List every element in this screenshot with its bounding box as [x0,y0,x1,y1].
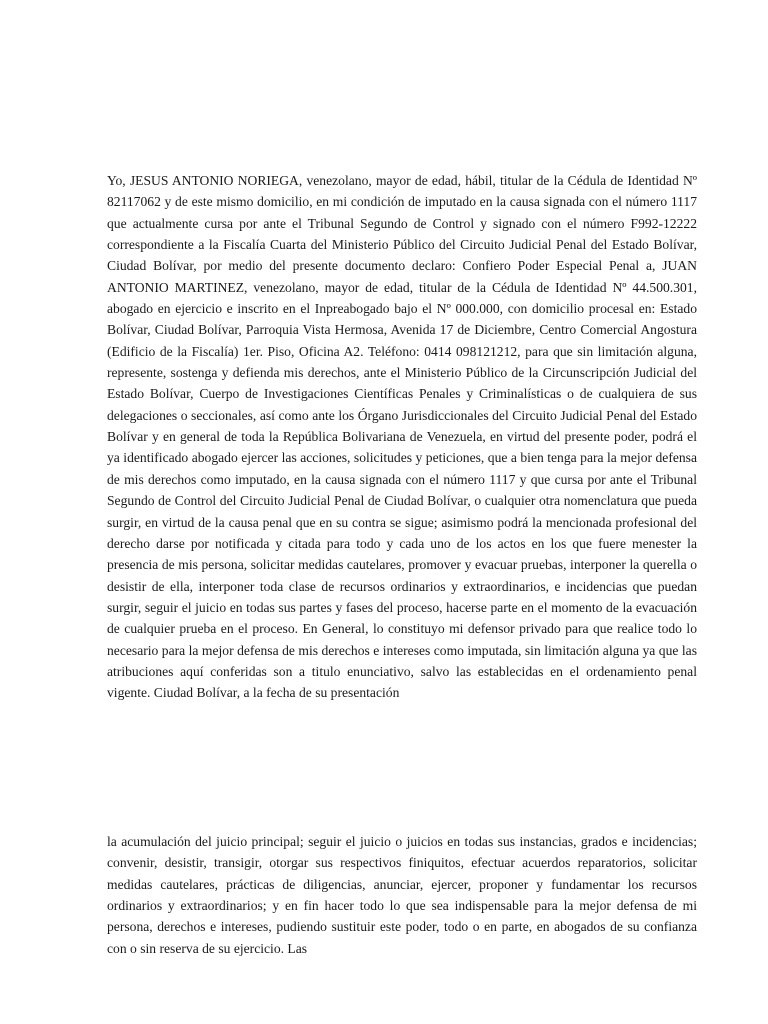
body-paragraph-continuation: la acumulación del juicio principal; seguir el juicio o juicios en todas sus instancias, grados e incidencias; convenir, desistir, transigir, otorgar sus respectivos finiquitos, efectuar acuerdos reparatorios, solicitar medidas cautelares, prácticas de diligencias, anunciar, ejercer, proponer y fundamentar los recursos ordinarios y extraordinarios; y en fin hacer todo lo que sea indispensable para la mejor defensa de mi persona, derechos e intereses, pudiendo sustituir este poder, todo o en parte, en abogados de su confianza con o sin reserva de su ejercicio. Las [107,834,697,956]
body-paragraph-power-of-attorney: Yo, JESUS ANTONIO NORIEGA, venezolano, mayor de edad, hábil, titular de la Cédula de Identidad Nº 82117062 y de este mismo domicilio, en mi condición de imputado en la causa signada con el número 1117 que actualmente cursa por ante el Tribunal Segundo de Control y signado con el número F992-12222 correspondiente a la Fiscalía Cuarta del Ministerio Público del Circuito Judicial Penal del Estado Bolívar, Ciudad Bolívar, por medio del presente documento declaro: Confiero Poder Especial Penal a, JUAN ANTONIO MARTINEZ, venezolano, mayor de edad, titular de la Cédula de Identidad Nº 44.500.301, abogado en ejercicio e inscrito en el Inpreabogado bajo el Nº 000.000, con domicilio procesal en: Estado Bolívar, Ciudad Bolívar, Parroquia Vista Hermosa, Avenida 17 de Diciembre, Centro Comercial Angostura (Edificio de la Fiscalía) 1er. Piso, Oficina A2. Teléfono: 0414 098121212, para que sin limitación alguna, represente, sostenga y defienda mis derechos, ante el Ministerio Público de la Circunscripción Judicial del Estado Bolívar, Cuerpo de Investigaciones Científicas Penales y Criminalísticas o de cualquiera de sus delegaciones o seccionales, así como ante los Órgano Jurisdiccionales del Circuito Judicial Penal del Estado Bolívar y en general de toda la República Bolivariana de Venezuela, en virtud del presente poder, podrá el ya identificado abogado ejercer las acciones, solicitudes y peticiones, que a bien tenga para la mejor defensa de mis derechos como imputado, en la causa signada con el número 1117 y que cursa por ante el Tribunal Segundo de Control del Circuito Judicial Penal de Ciudad Bolívar, o cualquier otra nomenclatura que pueda surgir, en virtud de la causa penal que en su contra se sigue; asimismo podrá la mencionada profesional del derecho darse por notificada y citada para todo y cada uno de los actos en los que fuere menester la presencia de mis persona, solicitar medidas cautelares, promover y evacuar pruebas, interponer la querella o desistir de ella, interponer toda clase de recursos ordinarios y extraordinarios, e incidencias que puedan surgir, seguir el juicio en todas sus partes y fases del proceso, hacerse parte en el momento de la evacuación de cualquier prueba en el proceso. En General, lo constituyo mi defensor privado para que realice todo lo necesario para la mejor defensa de mis derechos e intereses como imputada, sin limitación alguna ya que las atribuciones aquí conferidas son a titulo enunciativo, salvo las establecidas en el ordenamiento penal vigente. Ciudad Bolívar, a la fecha de su presentación [107,173,697,701]
